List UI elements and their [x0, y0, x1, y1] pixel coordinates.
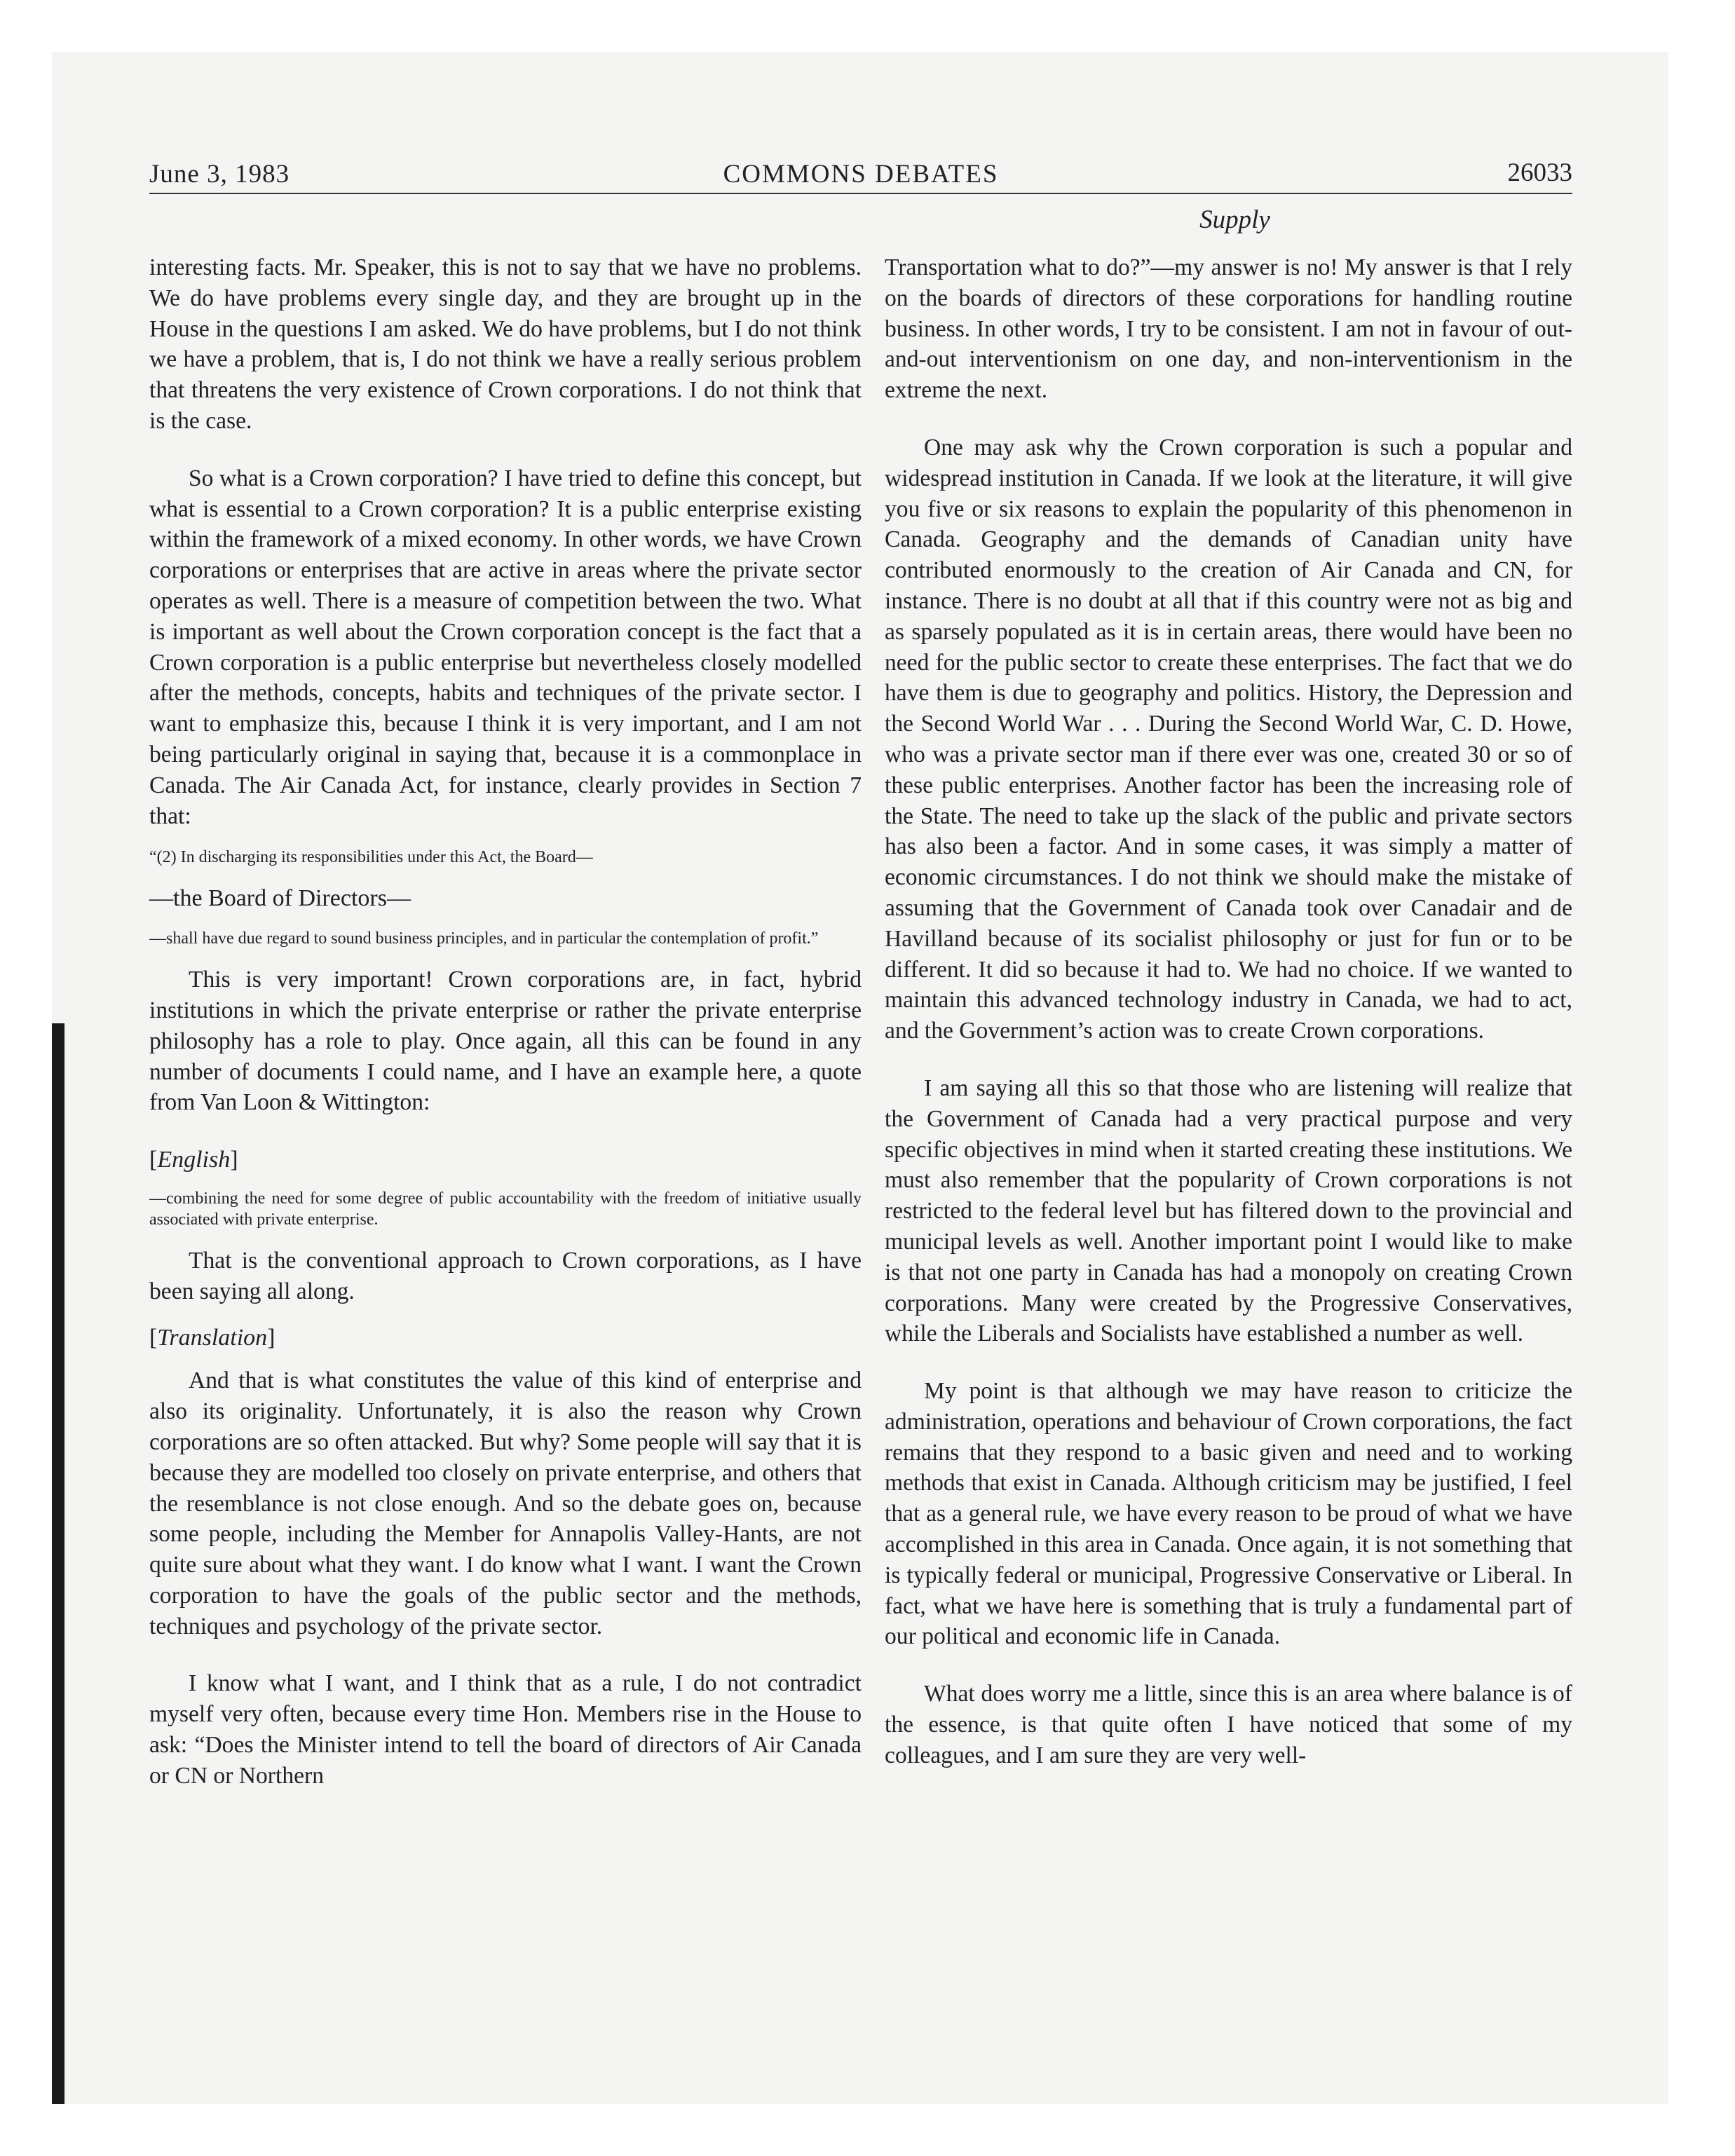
statute-quote: “(2) In discharging its responsibilities under this Act, the Board—: [149, 848, 593, 867]
paragraph: So what is a Crown corporation? I have tried to define this concept, but what is essential to a Crown corporation? It is a public enterprise existing within the framework of a mixed economy. In other words, we have Crown corporations or enterprises that are active in areas where the private sector operates as well. There is a measure of competition between the two. What is important as well about the Crown corporation concept is the fact that a Crown corporation is a public enterprise but nevertheless closely modelled after the methods, concepts, habits and techniques of the private sector. I want to emphasize this, because I think it is very important, and I am not being particularly original in saying that, because it is a commonplace in Canada. The Air Canada Act, for instance, clearly provides in Section 7 that:: [149, 465, 862, 829]
board-line: —the Board of Directors—: [149, 885, 411, 912]
language-marker: [English]: [149, 1147, 238, 1173]
page-header: [149, 154, 1572, 196]
citation-quote: —combining the need for some degree of public accountability with the freedom of initiative usually associated with private enterprise.: [149, 1189, 862, 1229]
section-title: Supply: [1199, 205, 1270, 234]
paragraph: interesting facts. Mr. Speaker, this is not to say that we have no problems. We do have problems every single day, and they are brought up in the House in the questions I am asked. We do have problems, but I do not think we have a problem, that is, I do not think we have a really serious problem that threatens the very existence of Crown corporations. I do not think that is the case.: [149, 254, 862, 434]
paragraph: Transportation what to do?”—my answer is no! My answer is that I rely on the boards of directors of these corporations for handling routine business. In other words, I try to be consistent. I am not in favour of out-and-out interventionism on one day, and non-interventionism in the extreme the next.: [885, 254, 1572, 404]
paragraph: One may ask why the Crown corporation is such a popular and widespread institution in Canada. If we look at the literature, it will give you five or six reasons to explain the popularity of this phenomenon in Canada. Geography and the demands of Canadian unity have contributed enormously to the creation of Air Canada and CN, for instance. There is no doubt at all that if this country were not as big and as sparsely populated as it is in certain areas, there would have been no need for the public sector to create these enterprises. The fact that we do have them is due to geography and politics. History, the Depression and the Second World War . . . During the Second World War, C. D. Howe, who was a private sector man if there ever was one, created 30 or so of these public enterprises. Another factor has been the increasing role of the State. The need to take up the slack of the public and private sectors has also been a factor. And in some cases, it was simply a matter of economic circumstances. I do not think we should make the mistake of assuming that the Government of Canada took over Canadair and de Havilland because of its socialist philosophy or just for fun or to be different. It did so because it had to. We had no choice. If we wanted to maintain this advanced technology industry in Canada, we had to act, and the Government’s action was to create Crown corporations.: [885, 434, 1572, 1044]
header-date: June 3, 1983: [149, 160, 290, 189]
paragraph: I am saying all this so that those who are listening will realize that the Government of Canada had a very practical purpose and very specific objectives in mind when it started creating these institutions. We must also remember that the popularity of Crown corporations is not restricted to the federal level but has filtered down to the provincial and municipal levels as well. Another important point I would like to make is that not one party in Canada has had a monopoly on creating Crown corporations. Many were created by the Progressive Conservatives, while the Liberals and Socialists have established a number as well.: [885, 1074, 1572, 1347]
paragraph: My point is that although we may have reason to criticize the administration, operations and behaviour of Crown corporations, the fact remains that they respond to a basic given and need and to working methods that exist in Canada. Although criticism may be justified, I feel that as a general rule, we have every reason to be proud of what we have accomplished in this area in Canada. Once again, it is not something that is typically federal or municipal, Progressive Conservative or Liberal. In fact, what we have here is something that is truly a fundamental part of our political and economic life in Canada.: [885, 1378, 1572, 1650]
language-marker: [Translation]: [149, 1324, 275, 1351]
header-title: COMMONS DEBATES: [723, 160, 999, 189]
header-rule: [149, 193, 1572, 194]
paragraph: What does worry me a little, since this is an area where balance is of the essence, is that quite often I have noticed that some of my colleagues, and I am sure they are very well-: [885, 1681, 1572, 1768]
statute-quote: —shall have due regard to sound business principles, and in particular the contemplation of profit.”: [149, 929, 819, 948]
right-column: [885, 252, 1572, 1798]
left-column: [149, 252, 862, 1818]
binding-shadow: [52, 1023, 64, 2104]
paragraph: And that is what constitutes the value of this kind of enterprise and also its originality. Unfortunately, it is also the reason why Crown corporations are so often attacked. But why? Some people will say that it is because they are modelled too closely on private enterprise, and others that the resemblance is not close enough. And so the debate goes on, because some people, including the Member for Annapolis Valley-Hants, are not quite sure about what they want. I do know what I want. I want the Crown corporation to have the goals of the public sector and the methods, techniques and psychology of the private sector.: [149, 1367, 862, 1639]
page-number: 26033: [1507, 158, 1572, 187]
paragraph: That is the conventional approach to Crown corporations, as I have been saying all along.: [149, 1247, 862, 1304]
paragraph: I know what I want, and I think that as a rule, I do not contradict myself very often, because every time Hon. Members rise in the House to ask: “Does the Minister intend to tell the board of directors of Air Canada or CN or Northern: [149, 1670, 862, 1789]
paragraph: This is very important! Crown corporations are, in fact, hybrid institutions in which the private enterprise or rather the private enterprise philosophy has a role to play. Once again, all this can be found in any number of documents I could name, and I have an example here, a quote from Van Loon & Wittington:: [149, 967, 862, 1116]
